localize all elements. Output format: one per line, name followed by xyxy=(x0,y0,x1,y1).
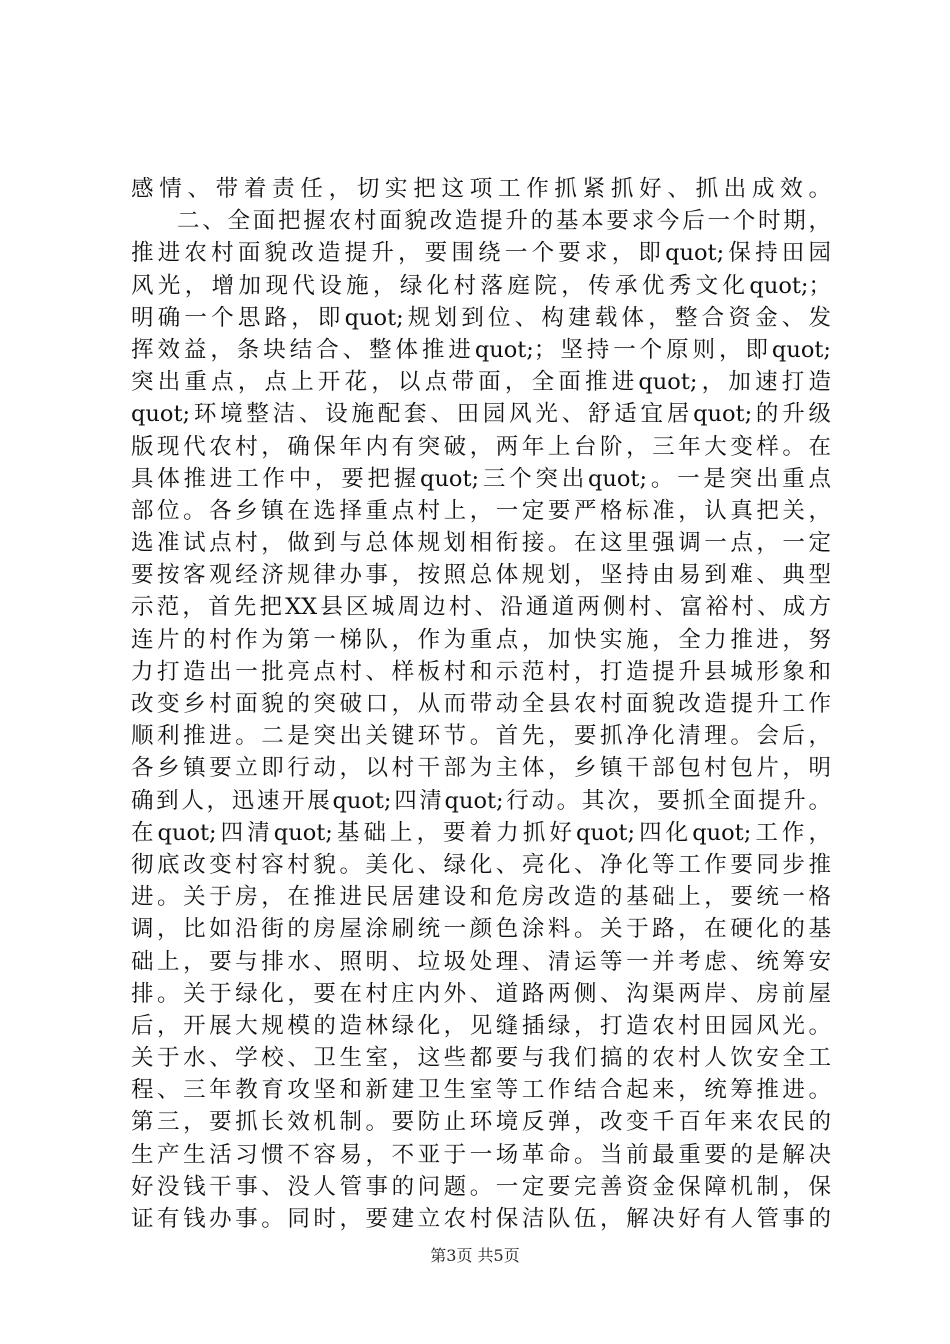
text-line: 第三，要抓长效机制。要防止环境反弹，改变千百年来农民的 xyxy=(131,1109,831,1136)
text-line: quot;环境整洁、设施配套、田园风光、舒适宜居quot;的升级 xyxy=(131,401,831,428)
text-line: 选准试点村，做到与总体规划相衔接。在这里强调一点，一定 xyxy=(131,530,831,557)
text-line: 要按客观经济规律办事，按照总体规划，坚持由易到难、典型 xyxy=(131,562,831,589)
text-line: 排。关于绿化，要在村庄内外、道路两侧、沟渠两岸、房前屋 xyxy=(131,980,831,1007)
text-line: 各乡镇要立即行动，以村干部为主体，乡镇干部包村包片，明 xyxy=(131,755,831,782)
text-line: 改变乡村面貌的突破口，从而带动全县农村面貌改造提升工作 xyxy=(131,691,831,717)
text-line: 证有钱办事。同时，要建立农村保洁队伍，解决好有人管事的 xyxy=(131,1206,831,1232)
text-line: 感情、带着责任，切实把这项工作抓紧抓好、抓出成效。 xyxy=(131,176,831,202)
text-line: 版现代农村，确保年内有突破，两年上台阶，三年大变样。在 xyxy=(131,433,831,460)
text-line: 推进农村面貌改造提升，要围绕一个要求，即quot;保持田园 xyxy=(131,240,831,267)
text-line: 础上，要与排水、照明、垃圾处理、清运等一并考虑、统筹安 xyxy=(131,948,831,975)
text-line: 明确一个思路，即quot;规划到位、构建载体，整合资金、发 xyxy=(131,304,831,331)
text-line: 力打造出一批亮点村、样板村和示范村，打造提升县城形象和 xyxy=(131,658,831,685)
text-line: 二、全面把握农村面貌改造提升的基本要求今后一个时期， xyxy=(177,208,831,235)
text-line: 风光，增加现代设施，绿化村落庭院，传承优秀文化quot;； xyxy=(131,272,831,299)
text-line: 进。关于房，在推进民居建设和危房改造的基础上，要统一格 xyxy=(131,884,831,911)
text-line: 顺利推进。二是突出关键环节。首先，要抓净化清理。会后， xyxy=(131,723,831,750)
text-line: 程、三年教育攻坚和新建卫生室等工作结合起来，统筹推进。 xyxy=(131,1077,831,1104)
text-line: 调，比如沿街的房屋涂刷统一颜色涂料。关于路，在硬化的基 xyxy=(131,916,831,943)
text-line: 示范，首先把XX县区城周边村、沿通道两侧村、富裕村、成方 xyxy=(131,594,831,621)
text-line: 突出重点，点上开花，以点带面，全面推进quot;，加速打造 xyxy=(131,369,831,396)
text-line: 确到人，迅速开展quot;四清quot;行动。其次，要抓全面提升。 xyxy=(131,787,831,814)
text-line: 后，开展大规模的造林绿化，见缝插绿，打造农村田园风光。 xyxy=(131,1012,831,1039)
text-line: 好没钱干事、没人管事的问题。一定要完善资金保障机制，保 xyxy=(131,1173,831,1200)
text-line: 在quot;四清quot;基础上，要着力抓好quot;四化quot;工作， xyxy=(131,819,831,846)
body-text xyxy=(131,173,831,1235)
text-line: 具体推进工作中，要把握quot;三个突出quot;。一是突出重点 xyxy=(131,465,831,492)
page-number: 第3页 共5页 xyxy=(430,1246,520,1265)
text-line: 彻底改变村容村貌。美化、绿化、亮化、净化等工作要同步推 xyxy=(131,851,831,878)
text-line: 挥效益，条块结合、整体推进quot;；坚持一个原则，即quot; xyxy=(131,336,831,363)
text-line: 关于水、学校、卫生室，这些都要与我们搞的农村人饮安全工 xyxy=(131,1045,831,1072)
text-line: 生产生活习惯不容易，不亚于一场革命。当前最重要的是解决 xyxy=(131,1141,831,1168)
page-footer xyxy=(0,1243,950,1266)
text-line: 连片的村作为第一梯队，作为重点，加快实施，全力推进，努 xyxy=(131,626,831,653)
text-line: 部位。各乡镇在选择重点村上，一定要严格标准，认真把关， xyxy=(131,497,831,524)
